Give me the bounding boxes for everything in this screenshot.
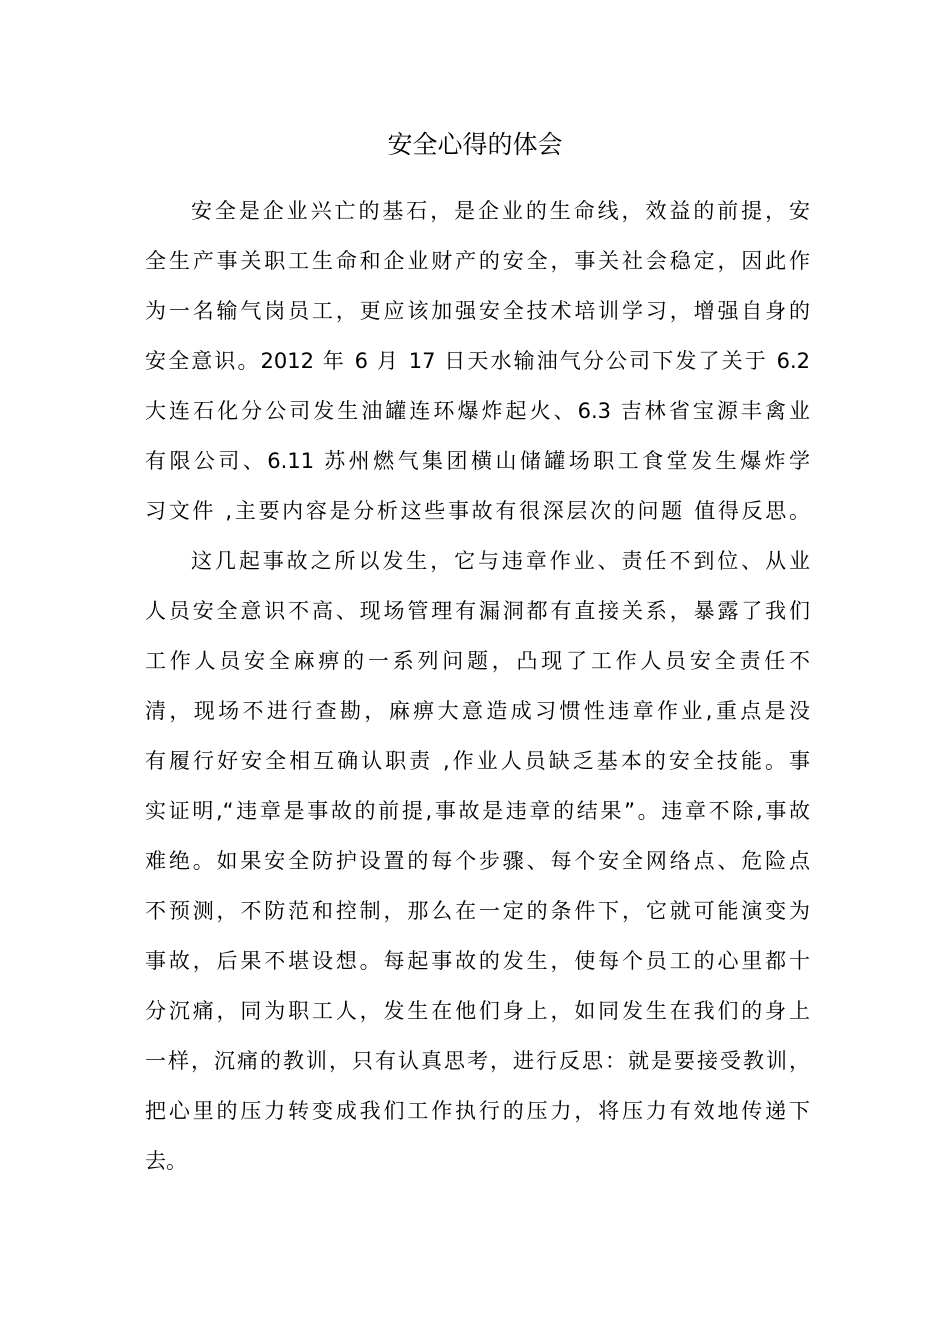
text-line: 大连石化分公司发生油罐连环爆炸起火、6.3 吉林省宝源丰禽业 — [145, 399, 810, 423]
text-line: 习文件 ,主要内容是分析这些事故有很深层次的问题 值得反思。 — [145, 499, 810, 523]
text-line: 为一名输气岗员工，更应该加强安全技术培训学习，增强自身的 — [145, 299, 810, 323]
paragraph-2 — [145, 536, 810, 1186]
text-line: 把心里的压力转变成我们工作执行的压力，将压力有效地传递下 — [145, 1099, 810, 1123]
text-line: 这几起事故之所以发生，它与违章作业、责任不到位、从业 — [191, 549, 810, 573]
text-line: 分沉痛，同为职工人，发生在他们身上，如同发生在我们的身上 — [145, 999, 810, 1023]
text-line: 人员安全意识不高、现场管理有漏洞都有直接关系，暴露了我们 — [145, 599, 810, 623]
text-line: 有履行好安全相互确认职责 ,作业人员缺乏基本的安全技能。事 — [145, 749, 810, 773]
text-line: 难绝。如果安全防护设置的每个步骤、每个安全网络点、危险点 — [145, 849, 810, 873]
text-line: 事故，后果不堪设想。每起事故的发生，使每个员工的心里都十 — [145, 949, 810, 973]
text-line: 一样，沉痛的教训，只有认真思考，进行反思：就是要接受教训， — [145, 1049, 810, 1073]
text-line: 安全意识。2012 年 6 月 17 日天水输油气分公司下发了关于 6.2 — [145, 349, 810, 373]
text-line: 清，现场不进行查勘，麻痹大意造成习惯性违章作业,重点是没 — [145, 699, 810, 723]
text-line: 不预测，不防范和控制，那么在一定的条件下，它就可能演变为 — [145, 899, 810, 923]
text-line: 安全是企业兴亡的基石，是企业的生命线，效益的前提，安 — [191, 199, 810, 223]
text-line: 全生产事关职工生命和企业财产的安全，事关社会稳定，因此作 — [145, 249, 810, 273]
text-line: 实证明,“违章是事故的前提,事故是违章的结果”。违章不除,事故 — [145, 799, 810, 823]
paragraph-1 — [145, 186, 810, 536]
document-title: 安全心得的体会 — [387, 130, 563, 159]
document-body — [145, 186, 810, 1186]
text-line: 去。 — [145, 1149, 187, 1173]
text-line: 有限公司、6.11 苏州燃气集团横山储罐场职工食堂发生爆炸学 — [145, 449, 810, 473]
text-line: 工作人员安全麻痹的一系列问题，凸现了工作人员安全责任不 — [145, 649, 810, 673]
